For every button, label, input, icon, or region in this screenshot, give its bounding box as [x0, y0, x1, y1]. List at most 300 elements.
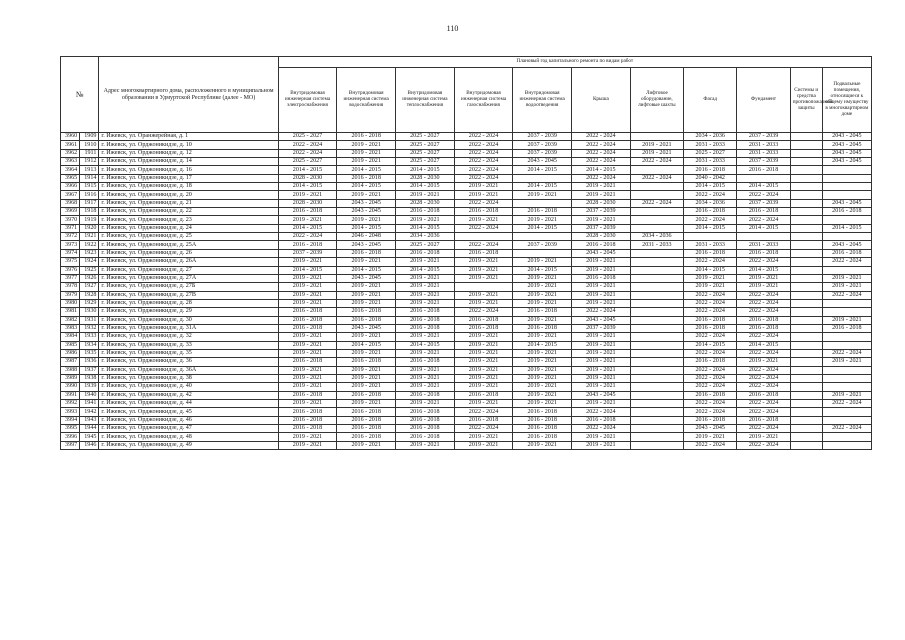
row-cell — [790, 333, 822, 341]
row-cell: 2019 - 2021 — [737, 283, 790, 291]
row-cell: 2022 - 2024 — [454, 149, 513, 157]
row-cell: 2034 - 2036 — [630, 233, 683, 241]
row-cell — [790, 341, 822, 349]
row-index: 3996 — [61, 433, 80, 441]
row-address: г. Ижевск, ул. Орджоникидзе, д. 27В — [99, 291, 278, 299]
row-cell: 2019 - 2021 — [513, 391, 572, 399]
row-address: г. Ижевск, ул. Орджоникидзе, д. 27Б — [99, 283, 278, 291]
row-cell: 2022 - 2024 — [684, 400, 737, 408]
row-cell: 2016 - 2018 — [396, 425, 455, 433]
row-cell: 2019 - 2021 — [454, 216, 513, 224]
row-address: г. Ижевск, ул. Орджоникидзе, д. 27А — [99, 274, 278, 282]
row-index: 3976 — [61, 266, 80, 274]
table-row — [61, 433, 872, 441]
row-cell: 2022 - 2024 — [684, 258, 737, 266]
row-index: 3963 — [61, 158, 80, 166]
row-cell — [822, 341, 871, 349]
header-column: Фундамент — [737, 68, 790, 133]
row-cell: 2019 - 2021 — [572, 258, 631, 266]
row-cell: 2014 - 2015 — [396, 224, 455, 232]
row-cell — [630, 349, 683, 357]
row-cell: 2019 - 2021 — [337, 191, 396, 199]
row-cell: 2016 - 2018 — [454, 316, 513, 324]
row-cell: 2019 - 2021 — [572, 433, 631, 441]
row-cell: 2022 - 2024 — [684, 308, 737, 316]
row-number: 1940 — [80, 391, 99, 399]
header-no: № — [61, 57, 99, 133]
row-index: 3984 — [61, 333, 80, 341]
row-number: 1920 — [80, 224, 99, 232]
row-address: г. Ижевск, ул. Орджоникидзе, д. 44 — [99, 400, 278, 408]
row-cell: 2014 - 2015 — [278, 266, 337, 274]
row-cell — [630, 166, 683, 174]
table-row — [61, 299, 872, 307]
row-cell: 2019 - 2021 — [572, 374, 631, 382]
row-cell: 2031 - 2033 — [737, 149, 790, 157]
row-cell: 2043 - 2045 — [684, 425, 737, 433]
row-number: 1909 — [80, 133, 99, 141]
row-cell: 2022 - 2024 — [737, 425, 790, 433]
row-cell: 2043 - 2045 — [822, 141, 871, 149]
row-index: 3970 — [61, 216, 80, 224]
row-cell: 2019 - 2021 — [737, 433, 790, 441]
row-cell: 2022 - 2024 — [454, 158, 513, 166]
row-cell: 2019 - 2021 — [278, 191, 337, 199]
row-cell: 2016 - 2018 — [337, 316, 396, 324]
row-cell: 2019 - 2021 — [572, 366, 631, 374]
row-cell — [790, 208, 822, 216]
table-row — [61, 416, 872, 424]
row-address: г. Ижевск, ул. Орджоникидзе, д. 33 — [99, 341, 278, 349]
row-cell: 2019 - 2021 — [396, 299, 455, 307]
table-row — [61, 283, 872, 291]
row-cell: 2034 - 2036 — [684, 199, 737, 207]
row-cell — [822, 183, 871, 191]
row-cell: 2014 - 2015 — [396, 166, 455, 174]
row-cell: 2019 - 2021 — [454, 433, 513, 441]
row-cell: 2019 - 2021 — [572, 400, 631, 408]
table-row — [61, 158, 872, 166]
row-cell: 2043 - 2045 — [822, 133, 871, 141]
row-cell: 2043 - 2045 — [572, 249, 631, 257]
row-cell: 2031 - 2033 — [630, 241, 683, 249]
row-cell: 2019 - 2021 — [396, 291, 455, 299]
row-cell: 2016 - 2018 — [513, 324, 572, 332]
row-cell — [790, 216, 822, 224]
row-cell — [790, 199, 822, 207]
row-address: г. Ижевск, ул. Орджоникидзе, д. 20 — [99, 191, 278, 199]
table-header — [61, 57, 872, 133]
row-cell — [630, 441, 683, 449]
row-cell: 2019 - 2021 — [278, 274, 337, 282]
header-column: Внутридомовая инженерная система электроснабжения — [278, 68, 337, 133]
row-cell: 2037 - 2039 — [572, 324, 631, 332]
row-address: г. Ижевск, ул. Орджоникидзе, д. 24 — [99, 224, 278, 232]
row-cell: 2025 - 2027 — [396, 241, 455, 249]
table-body — [61, 133, 872, 450]
row-cell — [790, 133, 822, 141]
row-cell: 2019 - 2021 — [572, 349, 631, 357]
row-address: г. Ижевск, ул. Орджоникидзе, д. 25 — [99, 233, 278, 241]
capital-repair-table — [60, 56, 872, 450]
row-cell: 2019 - 2021 — [337, 258, 396, 266]
table-row — [61, 400, 872, 408]
row-cell: 2016 - 2018 — [278, 316, 337, 324]
row-number: 1944 — [80, 425, 99, 433]
row-cell — [790, 349, 822, 357]
row-address: г. Ижевск, ул. Орджоникидзе, д. 26А — [99, 258, 278, 266]
row-cell: 2016 - 2018 — [822, 324, 871, 332]
table-row — [61, 208, 872, 216]
row-cell — [790, 374, 822, 382]
row-cell — [790, 266, 822, 274]
row-cell: 2043 - 2045 — [337, 324, 396, 332]
row-cell: 2019 - 2021 — [572, 441, 631, 449]
row-cell: 2031 - 2033 — [684, 141, 737, 149]
row-cell: 2019 - 2021 — [454, 366, 513, 374]
row-cell: 2019 - 2021 — [337, 149, 396, 157]
row-cell: 2014 - 2015 — [684, 266, 737, 274]
row-number: 1925 — [80, 266, 99, 274]
row-cell: 2025 - 2027 — [684, 149, 737, 157]
table-row — [61, 391, 872, 399]
row-cell: 2037 - 2039 — [513, 149, 572, 157]
row-cell — [630, 266, 683, 274]
row-cell: 2028 - 2030 — [278, 199, 337, 207]
row-cell: 2016 - 2018 — [513, 416, 572, 424]
row-cell: 2019 - 2021 — [278, 400, 337, 408]
row-cell: 2016 - 2018 — [396, 433, 455, 441]
row-cell: 2022 - 2024 — [684, 291, 737, 299]
row-cell: 2022 - 2024 — [737, 216, 790, 224]
row-cell: 2022 - 2024 — [454, 425, 513, 433]
row-cell: 2019 - 2021 — [822, 391, 871, 399]
row-cell: 2028 - 2030 — [572, 199, 631, 207]
row-cell: 2014 - 2015 — [737, 183, 790, 191]
row-cell: 2019 - 2021 — [337, 158, 396, 166]
row-cell: 2016 - 2018 — [684, 391, 737, 399]
row-index: 3966 — [61, 183, 80, 191]
row-cell: 2014 - 2015 — [737, 224, 790, 232]
row-cell — [790, 158, 822, 166]
row-cell: 2019 - 2021 — [396, 441, 455, 449]
row-cell: 2025 - 2027 — [396, 133, 455, 141]
row-cell — [513, 233, 572, 241]
row-cell: 2022 - 2024 — [572, 308, 631, 316]
row-cell: 2014 - 2015 — [396, 341, 455, 349]
row-cell: 2022 - 2024 — [684, 408, 737, 416]
row-cell: 2019 - 2021 — [513, 316, 572, 324]
row-address: г. Ижевск, ул. Орджоникидзе, д. 27 — [99, 266, 278, 274]
table-row — [61, 308, 872, 316]
header-column: Лифтовое оборудование, лифтовые шахты — [630, 68, 683, 133]
row-cell: 2019 - 2021 — [822, 316, 871, 324]
row-cell: 2016 - 2018 — [572, 274, 631, 282]
row-cell: 2022 - 2024 — [737, 383, 790, 391]
row-cell: 2037 - 2039 — [513, 133, 572, 141]
row-cell: 2022 - 2024 — [822, 349, 871, 357]
row-index: 3985 — [61, 341, 80, 349]
row-index: 3988 — [61, 366, 80, 374]
row-cell: 2019 - 2021 — [454, 191, 513, 199]
row-cell: 2019 - 2021 — [572, 299, 631, 307]
row-cell: 2019 - 2021 — [572, 291, 631, 299]
row-address: г. Ижевск, ул. Орджоникидзе, д. 18 — [99, 183, 278, 191]
row-number: 1928 — [80, 291, 99, 299]
row-cell — [513, 199, 572, 207]
row-cell: 2022 - 2024 — [454, 174, 513, 182]
row-cell: 2019 - 2021 — [513, 441, 572, 449]
row-cell — [630, 433, 683, 441]
row-cell: 2019 - 2021 — [684, 274, 737, 282]
row-number: 1932 — [80, 324, 99, 332]
row-cell: 2016 - 2018 — [737, 416, 790, 424]
row-cell: 2022 - 2024 — [572, 149, 631, 157]
row-cell: 2016 - 2018 — [278, 208, 337, 216]
row-cell: 2019 - 2021 — [278, 349, 337, 357]
row-cell: 2014 - 2015 — [513, 341, 572, 349]
row-cell — [790, 441, 822, 449]
row-cell: 2016 - 2018 — [454, 208, 513, 216]
row-cell: 2019 - 2021 — [454, 258, 513, 266]
row-cell: 2016 - 2018 — [396, 391, 455, 399]
row-cell: 2043 - 2045 — [822, 149, 871, 157]
row-cell: 2019 - 2021 — [278, 374, 337, 382]
row-cell: 2043 - 2045 — [822, 158, 871, 166]
row-index: 3994 — [61, 416, 80, 424]
row-cell: 2016 - 2018 — [684, 316, 737, 324]
row-cell: 2014 - 2015 — [684, 341, 737, 349]
row-cell: 2016 - 2018 — [337, 174, 396, 182]
page-number: 110 — [446, 24, 459, 33]
row-cell: 2019 - 2021 — [572, 183, 631, 191]
row-cell: 2016 - 2018 — [737, 249, 790, 257]
row-cell: 2019 - 2021 — [822, 358, 871, 366]
row-cell: 2016 - 2018 — [278, 408, 337, 416]
header-column: Внутридомовая инженерная система водоснабжения — [337, 68, 396, 133]
header-column: Фасад — [684, 68, 737, 133]
row-number: 1929 — [80, 299, 99, 307]
row-cell: 2016 - 2018 — [737, 208, 790, 216]
row-cell: 2019 - 2021 — [454, 341, 513, 349]
row-cell: 2022 - 2024 — [454, 224, 513, 232]
row-address: г. Ижевск, ул. Орджоникидзе, д. 36 — [99, 358, 278, 366]
row-cell: 2016 - 2018 — [684, 208, 737, 216]
row-cell — [790, 233, 822, 241]
row-cell: 2034 - 2036 — [396, 233, 455, 241]
row-cell: 2019 - 2021 — [684, 283, 737, 291]
row-cell — [630, 308, 683, 316]
row-index: 3990 — [61, 383, 80, 391]
row-cell — [822, 366, 871, 374]
row-address: г. Ижевск, ул. Орджоникидзе, д. 46 — [99, 416, 278, 424]
row-cell — [790, 241, 822, 249]
row-cell — [513, 249, 572, 257]
row-cell — [790, 224, 822, 232]
row-cell — [630, 366, 683, 374]
table-row — [61, 316, 872, 324]
row-cell: 2022 - 2024 — [454, 133, 513, 141]
row-cell: 2016 - 2018 — [454, 416, 513, 424]
row-cell — [790, 174, 822, 182]
row-cell — [822, 408, 871, 416]
row-cell: 2016 - 2018 — [337, 391, 396, 399]
row-number: 1941 — [80, 400, 99, 408]
row-cell: 2022 - 2024 — [630, 174, 683, 182]
row-cell: 2043 - 2045 — [337, 208, 396, 216]
row-cell: 2016 - 2018 — [737, 391, 790, 399]
row-cell: 2019 - 2021 — [337, 349, 396, 357]
row-cell: 2016 - 2018 — [278, 241, 337, 249]
row-cell — [822, 266, 871, 274]
table-row — [61, 425, 872, 433]
row-cell — [630, 191, 683, 199]
row-index: 3969 — [61, 208, 80, 216]
table-row — [61, 333, 872, 341]
row-cell: 2016 - 2018 — [684, 249, 737, 257]
row-number: 1919 — [80, 216, 99, 224]
row-address: г. Ижевск, ул. Орджоникидзе, д. 26 — [99, 249, 278, 257]
header-column: Крыша — [572, 68, 631, 133]
row-number: 1939 — [80, 383, 99, 391]
row-cell — [790, 433, 822, 441]
row-cell — [790, 191, 822, 199]
row-index: 3991 — [61, 391, 80, 399]
row-index: 3987 — [61, 358, 80, 366]
row-number: 1927 — [80, 283, 99, 291]
row-cell: 2019 - 2021 — [513, 400, 572, 408]
row-number: 1935 — [80, 349, 99, 357]
row-number: 1924 — [80, 258, 99, 266]
row-cell: 2019 - 2021 — [513, 366, 572, 374]
row-number: 1936 — [80, 358, 99, 366]
table-row — [61, 366, 872, 374]
row-cell: 2019 - 2021 — [513, 191, 572, 199]
row-cell: 2019 - 2021 — [454, 333, 513, 341]
row-cell: 2019 - 2021 — [822, 283, 871, 291]
row-number: 1911 — [80, 149, 99, 157]
row-cell: 2019 - 2021 — [396, 349, 455, 357]
row-cell: 2019 - 2021 — [572, 383, 631, 391]
row-cell — [790, 308, 822, 316]
row-cell: 2014 - 2015 — [684, 224, 737, 232]
table-row — [61, 383, 872, 391]
row-cell: 2022 - 2024 — [572, 425, 631, 433]
row-cell: 2022 - 2024 — [684, 349, 737, 357]
row-cell: 2025 - 2027 — [396, 158, 455, 166]
row-cell: 2019 - 2021 — [396, 333, 455, 341]
row-cell: 2016 - 2018 — [337, 308, 396, 316]
row-cell: 2019 - 2021 — [337, 216, 396, 224]
row-number: 1934 — [80, 341, 99, 349]
row-cell: 2019 - 2021 — [684, 433, 737, 441]
row-cell: 2022 - 2024 — [684, 216, 737, 224]
row-cell: 2037 - 2039 — [572, 224, 631, 232]
row-cell: 2019 - 2021 — [278, 441, 337, 449]
row-cell — [630, 283, 683, 291]
row-cell — [630, 274, 683, 282]
row-cell: 2016 - 2018 — [278, 416, 337, 424]
row-cell: 2016 - 2018 — [396, 316, 455, 324]
row-cell: 2016 - 2018 — [396, 408, 455, 416]
row-cell: 2022 - 2024 — [572, 408, 631, 416]
row-cell: 2019 - 2021 — [454, 349, 513, 357]
row-cell: 2014 - 2015 — [513, 166, 572, 174]
row-cell: 2019 - 2021 — [396, 216, 455, 224]
row-address: г. Ижевск, ул. Оранжерейная, д. 1 — [99, 133, 278, 141]
row-cell: 2019 - 2021 — [396, 374, 455, 382]
table-row — [61, 408, 872, 416]
row-cell: 2016 - 2018 — [513, 425, 572, 433]
row-cell: 2014 - 2015 — [572, 166, 631, 174]
row-cell: 2019 - 2021 — [396, 274, 455, 282]
row-cell: 2037 - 2039 — [737, 199, 790, 207]
row-number: 1942 — [80, 408, 99, 416]
row-address: г. Ижевск, ул. Орджоникидзе, д. 31А — [99, 324, 278, 332]
table-row — [61, 149, 872, 157]
row-cell: 2016 - 2018 — [337, 408, 396, 416]
row-index: 3973 — [61, 241, 80, 249]
table-row — [61, 233, 872, 241]
row-cell — [790, 324, 822, 332]
table-row — [61, 249, 872, 257]
row-cell: 2043 - 2045 — [513, 158, 572, 166]
row-cell: 2014 - 2015 — [684, 183, 737, 191]
row-cell — [822, 233, 871, 241]
row-cell — [790, 383, 822, 391]
row-cell: 2014 - 2015 — [396, 266, 455, 274]
row-number: 1922 — [80, 241, 99, 249]
row-cell — [790, 391, 822, 399]
row-index: 3971 — [61, 224, 80, 232]
row-cell: 2016 - 2018 — [396, 358, 455, 366]
row-cell — [790, 274, 822, 282]
row-cell: 2022 - 2024 — [278, 149, 337, 157]
row-cell: 2019 - 2021 — [513, 283, 572, 291]
row-index: 3965 — [61, 174, 80, 182]
row-cell: 2019 - 2021 — [572, 191, 631, 199]
row-cell: 2043 - 2045 — [572, 391, 631, 399]
table-row — [61, 166, 872, 174]
row-cell: 2037 - 2039 — [737, 158, 790, 166]
row-cell: 2022 - 2024 — [737, 408, 790, 416]
row-cell — [737, 233, 790, 241]
row-cell — [630, 416, 683, 424]
row-cell: 2019 - 2021 — [454, 291, 513, 299]
row-cell: 2022 - 2024 — [630, 158, 683, 166]
row-number: 1945 — [80, 433, 99, 441]
row-cell — [630, 408, 683, 416]
row-cell: 2016 - 2018 — [396, 208, 455, 216]
row-cell — [630, 208, 683, 216]
row-cell: 2016 - 2018 — [337, 358, 396, 366]
row-cell: 2037 - 2039 — [513, 241, 572, 249]
row-cell — [790, 283, 822, 291]
row-cell: 2016 - 2018 — [513, 308, 572, 316]
row-cell — [790, 183, 822, 191]
row-cell: 2019 - 2021 — [572, 266, 631, 274]
row-cell: 2019 - 2021 — [454, 299, 513, 307]
row-cell: 2022 - 2024 — [822, 425, 871, 433]
row-cell: 2016 - 2018 — [278, 425, 337, 433]
row-cell: 2022 - 2024 — [737, 349, 790, 357]
row-cell: 2019 - 2021 — [630, 141, 683, 149]
row-cell — [630, 324, 683, 332]
row-number: 1916 — [80, 191, 99, 199]
row-number: 1915 — [80, 183, 99, 191]
row-address: г. Ижевск, ул. Орджоникидзе, д. 48 — [99, 433, 278, 441]
row-cell: 2014 - 2015 — [513, 266, 572, 274]
